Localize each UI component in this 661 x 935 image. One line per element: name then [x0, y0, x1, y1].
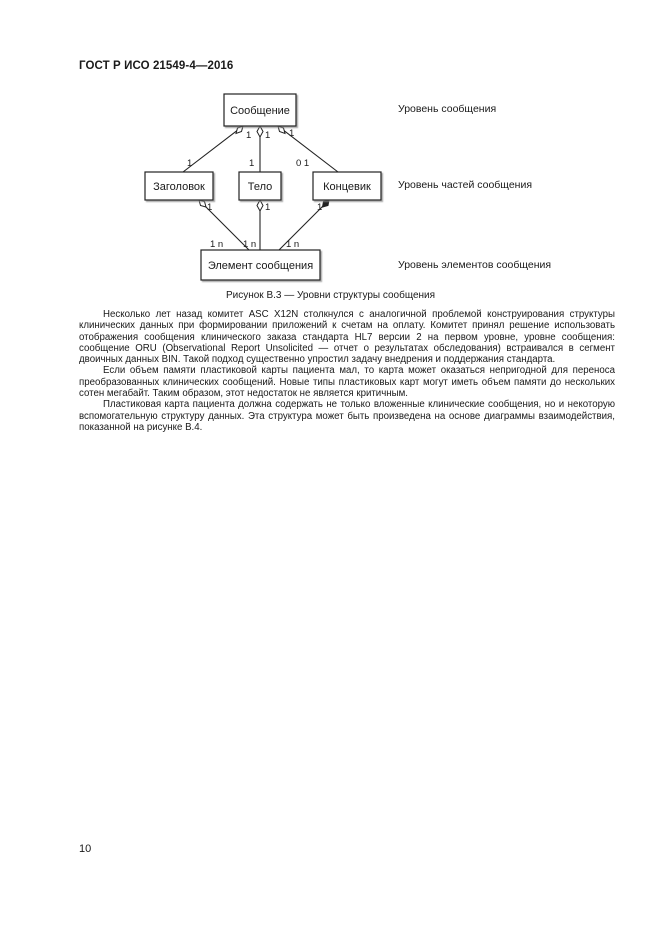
multiplicity-label: 1 [207, 202, 213, 213]
message-structure-diagram [0, 0, 661, 290]
body-box-label: Тело [247, 181, 273, 193]
composition-diamond-icon [323, 200, 330, 207]
aggregation-diamond-icon [257, 200, 263, 211]
level-label-parts: Уровень частей сообщения [398, 179, 533, 191]
multiplicity-label: 1 n [243, 239, 257, 250]
level-label-elements: Уровень элементов сообщения [398, 259, 552, 271]
document-header: ГОСТ Р ИСО 21549-4—2016 [79, 60, 234, 72]
paragraph: Несколько лет назад комитет ASC X12N столкнулся с аналогичной проблемой конструирования структуры клинических данных при формировании приложений к счетам на оплату. Комитет принял решение использовать отображения сообщения клинического заказа стандарта HL7 версии 2 на первом уровне, уровне сообщения: сообщение ORU (Observational Report Unsolicited — отчет о результатах обследования) встраивался в сегмент двоичных данных BIN. Такой подход существенно упростил задачу внедрения и поддержания стандарта. [79, 309, 615, 366]
aggregation-diamond-icon [257, 126, 263, 137]
aggregation-diamond-icon [278, 126, 285, 134]
multiplicity-label: 1 [187, 158, 193, 169]
page-number: 10 [79, 843, 92, 855]
trailer-box-label: Концевик [323, 181, 371, 193]
multiplicity-label: 1 [265, 130, 271, 141]
aggregation-diamond-icon [236, 126, 243, 134]
multiplicity-label: 1 [246, 130, 252, 141]
header-box-label: Заголовок [153, 181, 205, 193]
aggregation-diamond-icon [199, 200, 206, 207]
multiplicity-label: 0 1 [296, 158, 310, 169]
multiplicity-label: 1 [249, 158, 255, 169]
element-box-label: Элемент сообщения [207, 260, 314, 272]
multiplicity-label: 1 [265, 202, 271, 213]
level-label-message: Уровень сообщения [398, 103, 497, 115]
multiplicity-label: 1 [317, 202, 323, 213]
message-box-label: Сообщение [230, 105, 290, 117]
multiplicity-label: 1 n [286, 239, 300, 250]
multiplicity-label: 1 [289, 128, 295, 139]
paragraph: Если объем памяти пластиковой карты пациента мал, то карта может оказаться непригодной для переноса преобразованных клинических сообщений. Новые типы пластиковых карт могут иметь объем памяти до нескольких сотен мегабайт. Таким образом, этот недостаток не является критичным. [79, 365, 615, 400]
paragraph: Пластиковая карта пациента должна содержать не только вложенные клинические сообщения, но и некоторую вспомогательную структуру данных. Эта структура может быть произведена на основе диаграммы взаимодействия, показанной на рисунке В.4. [79, 399, 615, 433]
multiplicity-label: 1 n [210, 239, 224, 250]
body-text [79, 309, 615, 433]
figure-caption: Рисунок В.3 — Уровни структуры сообщения [225, 290, 436, 301]
